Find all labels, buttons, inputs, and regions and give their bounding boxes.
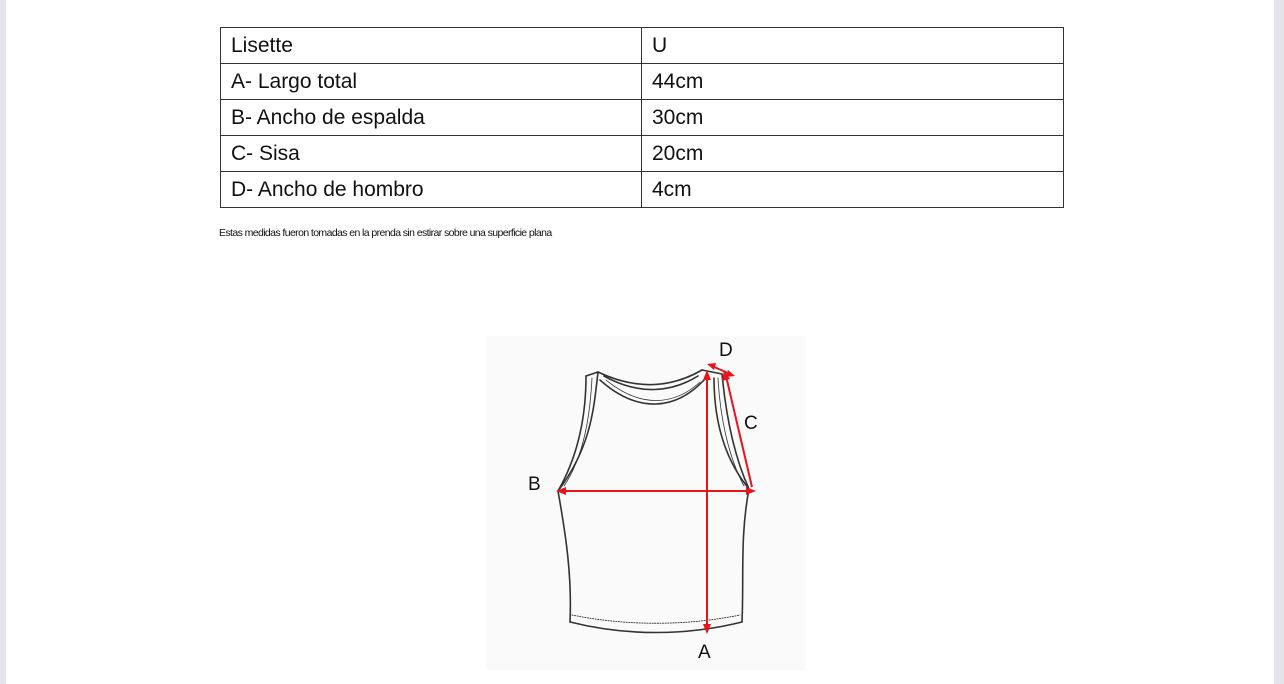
table-row	[221, 172, 1064, 208]
document-page	[6, 0, 1274, 684]
label-d: D	[719, 340, 733, 361]
row-value: U	[642, 28, 1064, 64]
row-label: D- Ancho de hombro	[221, 172, 642, 208]
row-label: B- Ancho de espalda	[221, 100, 642, 136]
garment-measurement-diagram	[486, 336, 806, 670]
table-row	[221, 28, 1064, 64]
table-row	[221, 136, 1064, 172]
table-row	[221, 64, 1064, 100]
viewer-right-edge	[1274, 0, 1284, 684]
row-value: 20cm	[642, 136, 1064, 172]
row-value: 44cm	[642, 64, 1064, 100]
row-label: C- Sisa	[221, 136, 642, 172]
row-label: A- Largo total	[221, 64, 642, 100]
row-value: 30cm	[642, 100, 1064, 136]
row-value: 4cm	[642, 172, 1064, 208]
label-a: A	[698, 642, 711, 663]
label-b: B	[528, 474, 541, 495]
measurement-note: Estas medidas fueron tomadas en la prenda sin estirar sobre una superficie plana	[219, 227, 552, 239]
row-label: Lisette	[221, 28, 642, 64]
table-row	[221, 100, 1064, 136]
size-chart-table	[220, 27, 1064, 208]
label-c: C	[744, 413, 758, 434]
